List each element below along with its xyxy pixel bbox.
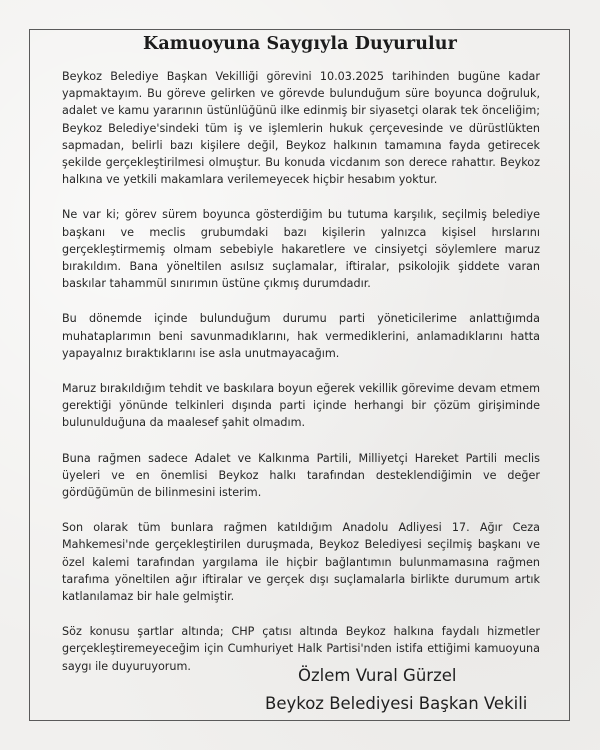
signature-name: Özlem Vural Gürzel bbox=[298, 666, 457, 685]
paragraph-2: Ne var ki; görev sürem boyunca gösterdiğim bu tutuma karşılık, seçilmiş belediye başkanı ve meclis grubumdaki bazı kişilerin yalnızca kişisel hırslarını gerçekleştirmemiş olmam sebebiyle hakaretlere ve cinsiyetçi söylemlere maruz bırakıldım. Bana yöneltilen asılsız suçlamalar, iftiralar, psikolojik şiddete varan baskılar tahammül sınırımın üstüne çıkmış durumdadır. bbox=[62, 208, 540, 291]
paragraph-1: Beykoz Belediye Başkan Vekilliği görevini 10.03.2025 tarihinden bugüne kadar yapmaktayım. Bu göreve gelirken ve görevde bulunduğum süre boyunca doğruluk, adalet ve kamu yararının üstünlüğünü ilke edinmiş bir siyasetçi olarak tek önceliğim; Beykoz Belediye'sindeki tüm iş ve işlemlerin hukuk çerçevesinde ve dürüstlükten sapmadan, belirli bazı kişilere değil, Beykoz halkının tamamına fayda getirecek şekilde gerçekleştirilmesi olmuştur. Bu konuda vicdanım son derece rahattır. Beykoz halkına ve yetkili makamlara verilemeyecek hiçbir hesabım yoktur. bbox=[62, 70, 540, 187]
signature-title: Beykoz Belediyesi Başkan Vekili bbox=[265, 694, 528, 713]
paragraph-5: Buna rağmen sadece Adalet ve Kalkınma Partili, Milliyetçi Hareket Partili meclis üyeleri ve en önemlisi Beykoz halkı tarafından desteklendiğimin ve değer gördüğümün de bilinmesini isterim. bbox=[62, 451, 540, 500]
paragraph-7: Söz konusu şartlar altında; CHP çatısı altında Beykoz halkına faydalı hizmetler gerçekleştiremeyeceğim için Cumhuriyet Halk Partisi'nden istifa ettiğimi kamuoyuna saygı ile duyuruyorum. bbox=[62, 625, 540, 673]
document-body bbox=[62, 68, 540, 675]
paragraph-3: Bu dönemde içinde bulunduğum durumu parti yöneticilerime anlattığımda muhataplarımın beni savunmadıklarını, hak vermediklerini, anlamadıklarını hatta yapayalnız bıraktıklarını ise asla unutmayacağım. bbox=[62, 312, 540, 360]
paragraph-6: Son olarak tüm bunlara rağmen katıldığım Anadolu Adliyesi 17. Ağır Ceza Mahkemesi'nde gerçekleştirilen duruşmada, Beykoz Belediyesi seçilmiş başkanı ve özel kalemi tarafından yargılama ile hiçbir bağlantımın bulunmamasına rağmen tarafıma yöneltilen ağır iftiralar ve gerçek dışı suçlamalarla birlikte durumum artık katlanılamaz bir hale gelmiştir. bbox=[62, 521, 540, 604]
paragraph-4: Maruz bırakıldığım tehdit ve baskılara boyun eğerek vekillik görevime devam etmem gerektiği yönünde telkinleri dışında parti içinde herhangi bir çözüm girişiminde bulunulduğuna da maalesef şahit olmadım. bbox=[62, 382, 540, 430]
document-title: Kamuoyuna Saygıyla Duyurulur bbox=[143, 34, 457, 54]
